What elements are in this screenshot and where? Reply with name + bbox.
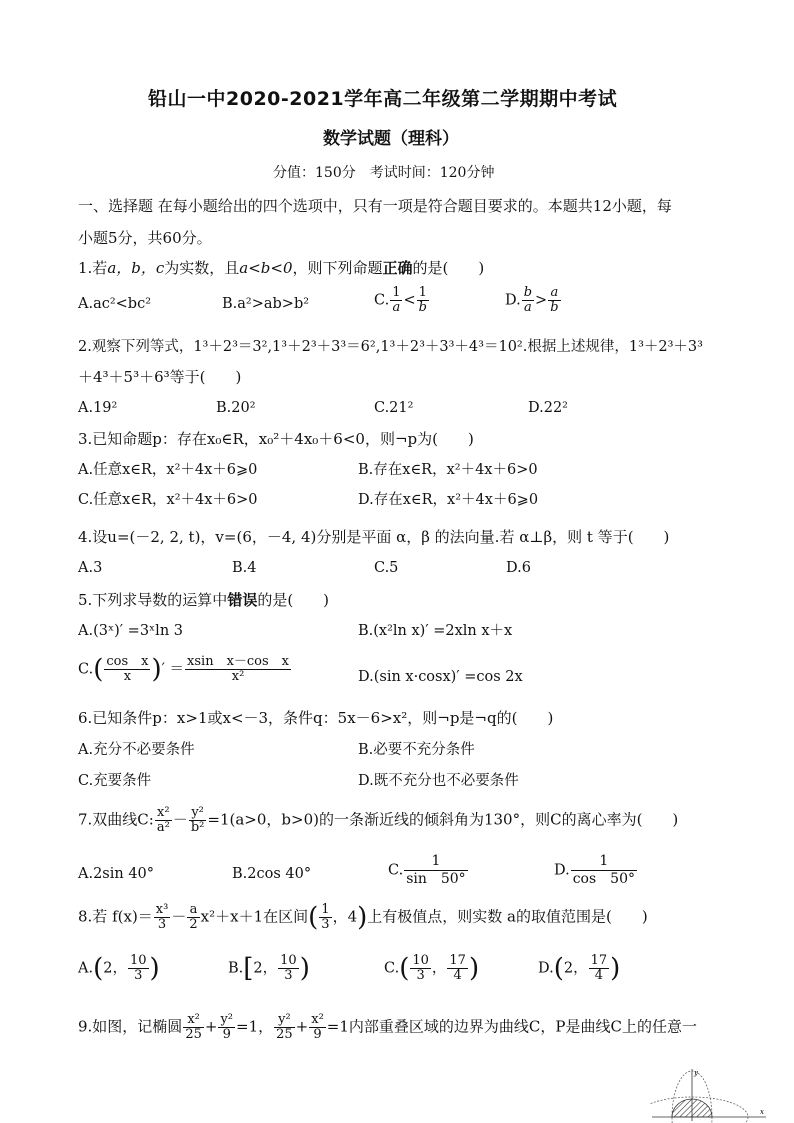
q1-c-d1: a — [392, 300, 401, 315]
q8-c-paren-l: ( — [399, 953, 410, 984]
q8-d-paren-l: ( — [553, 953, 564, 984]
q7-c-d: sin 50° — [406, 871, 466, 887]
q7-f1n: x² — [155, 806, 172, 821]
q1-stem — [78, 258, 484, 278]
q9-plus2: + — [295, 1017, 309, 1036]
q5-c-num: cos x — [106, 654, 149, 669]
q7-frac2 — [189, 806, 207, 835]
q1-d-frac2 — [548, 286, 560, 315]
q6-option-b: B.必要不充分条件 — [358, 742, 475, 758]
q8-f2d: 2 — [189, 917, 198, 932]
q8-c-sep: ， — [431, 960, 447, 977]
exam-title: 铅山一中2020-2021学年高二年级第二学期期中考试 — [148, 88, 618, 110]
q8-b-paren-r: ) — [299, 953, 310, 984]
q8-stem-c: ，4 — [332, 907, 358, 926]
q4-stem: 4.设u=(－2, 2, t)，v=(6，－4, 4)分别是平面 α，β 的法向量.若 α⊥β，则 t 等于( ) — [78, 528, 670, 546]
q9-plus1: + — [204, 1017, 218, 1036]
q1-option-a: A.ac²<bc² — [78, 296, 152, 312]
q7-option-a: A.2sin 40° — [78, 866, 155, 882]
q5-c-rnum: xsin x－cos x — [187, 654, 290, 669]
q5-stem-b: 的是( ) — [257, 591, 330, 609]
q4-option-a: A.3 — [78, 560, 103, 576]
q8-c-n1: 10 — [412, 953, 429, 968]
q5-option-a: A.(3ˣ)′ =3ˣln 3 — [78, 623, 183, 639]
q7-f2n: y² — [189, 806, 207, 821]
section-intro-line1: 一、选择题 在每小题给出的四个选项中，只有一项是符合题目要求的。本题共12小题，每 — [78, 197, 672, 215]
q6-option-d: D.既不充分也不必要条件 — [358, 773, 519, 789]
q5-c-den: x — [104, 669, 150, 684]
q4-option-c: C.5 — [374, 560, 399, 576]
q4-option-d: D.6 — [506, 560, 531, 576]
figure-x-label: x — [760, 1108, 764, 1116]
q5-c-frac2 — [185, 655, 291, 684]
q1-stem-b: 为实数，且 — [164, 259, 240, 277]
q9-f4n: x² — [311, 1012, 324, 1027]
q2-stem-line2: ＋4³＋5³＋6³等于( ) — [78, 368, 242, 386]
figure-y-label: y — [694, 1069, 698, 1077]
q9-f1d: 25 — [185, 1027, 202, 1042]
q8-a-n: 10 — [129, 953, 147, 968]
q1-c-frac1 — [390, 286, 402, 315]
q1-c-n2: 1 — [417, 286, 429, 301]
q5-c-frac1 — [104, 655, 150, 684]
q9-f4d: 9 — [313, 1027, 322, 1042]
exam-subtitle: 数学试题（理科） — [323, 129, 459, 149]
q9-f3n: y² — [274, 1013, 295, 1028]
q1-c-frac2 — [417, 286, 429, 315]
q8-stem-d: 上有极值点，则实数 a的取值范围是( ) — [367, 907, 648, 926]
q8-c-n2: 17 — [449, 953, 466, 968]
q1-d-d2: b — [550, 300, 559, 315]
q7-c-frac — [404, 853, 468, 888]
q8-b-label: B. — [228, 960, 244, 977]
q8-option-a — [78, 954, 160, 983]
q9-eq1: =1， — [236, 1017, 274, 1036]
q1-stem-bold: 正确 — [382, 259, 413, 277]
q9-f2d: 9 — [222, 1027, 231, 1042]
q8-f3d: 3 — [321, 917, 330, 932]
q1-option-c: C. $\frac{1}{a}$ < $\frac{1}{b}$ — [374, 285, 427, 315]
q9-figure — [650, 1067, 770, 1123]
q3-option-d: D.存在x∈R，x²＋4x＋6⩾0 — [358, 492, 539, 508]
q8-b-d: 3 — [284, 968, 293, 983]
q7-c-label: C. — [388, 862, 404, 879]
q7-f2d: b² — [190, 820, 205, 835]
q8-a-paren-r: ) — [149, 953, 160, 984]
q2-option-b: B.20² — [216, 400, 256, 416]
q2-stem-line1: 2.观察下列等式，1³＋2³＝3²,1³＋2³＋3³＝6²,1³＋2³＋3³＋4³＝10².根据上述规律，1³＋2³＋3³ — [78, 339, 703, 355]
q8-b-frac — [278, 954, 299, 983]
q1-option-b: B.a²>ab>b² — [222, 296, 310, 312]
q7-option-b: B.2cos 40° — [232, 866, 312, 882]
q8-paren-l: ( — [308, 902, 319, 933]
q8-c-d1: 3 — [416, 968, 425, 983]
q7-stem — [78, 806, 678, 835]
q7-stem-b: =1(a>0，b>0)的一条渐近线的倾斜角为130°，则C的离心率为( ) — [207, 810, 679, 829]
q7-d-n: 1 — [571, 853, 637, 871]
q6-stem: 6.已知条件p：x>1或x<－3，条件q：5x－6>x²，则¬p是¬q的( ) — [78, 709, 554, 727]
q8-frac3 — [319, 903, 331, 932]
q8-frac2 — [187, 903, 199, 932]
q9-frac4 — [309, 1013, 326, 1042]
q9-stem-a: 9.如图，记椭圆 — [78, 1017, 183, 1036]
q7-c-n: 1 — [404, 853, 468, 871]
q8-b-lo: 2， — [253, 960, 278, 977]
q8-f3n: 1 — [321, 902, 330, 917]
q8-mid1: － — [171, 907, 187, 926]
q8-d-frac — [589, 954, 610, 983]
q8-f1d: 3 — [157, 917, 167, 932]
q8-option-c — [384, 954, 479, 983]
q7-d-d: cos 50° — [572, 871, 635, 887]
q5-c-paren-l: ( — [93, 654, 104, 685]
q8-d-label: D. — [538, 960, 554, 977]
q8-c-frac1 — [410, 954, 431, 983]
q8-d-paren-r: ) — [610, 953, 621, 984]
q8-a-paren-l: ( — [93, 953, 104, 984]
q3-option-c: C.任意x∈R，x²＋4x＋6>0 — [78, 492, 258, 508]
q9-frac1 — [183, 1013, 204, 1042]
q1-option-d: D. $\frac{b}{a}$ > $\frac{a}{b}$ — [505, 285, 559, 315]
q8-a-frac — [128, 954, 149, 983]
q1-vars: a，b，c — [107, 259, 165, 277]
q2-option-a: A.19² — [78, 400, 118, 416]
q7-minus: － — [172, 810, 188, 829]
q8-option-b — [228, 954, 310, 983]
q7-d-frac — [571, 853, 637, 888]
q7-d-label: D. — [554, 862, 570, 879]
q4-option-b: B.4 — [232, 560, 257, 576]
q8-a-d: 3 — [134, 968, 143, 983]
figure-overlap-region — [672, 1099, 712, 1117]
q8-d-lo: 2， — [563, 960, 588, 977]
q3-stem: 3.已知命题p：存在x₀∈R，x₀²＋4x₀＋6<0，则¬p为( ) — [78, 430, 474, 448]
q8-c-frac2 — [447, 954, 468, 983]
q1-d-n2: a — [548, 286, 560, 301]
q8-a-label: A. — [78, 960, 94, 977]
q8-d-n: 17 — [590, 953, 608, 968]
q1-d-frac1 — [522, 286, 534, 315]
q1-d-n1: b — [523, 285, 533, 300]
q5-c-rden: x² — [231, 669, 245, 684]
q7-f1d: a² — [156, 820, 170, 835]
q1-d-d1: a — [524, 300, 532, 315]
q5-c-eq: ′ ＝ — [161, 661, 185, 678]
q5-stem — [78, 590, 329, 610]
q8-stem — [78, 903, 648, 932]
q8-a-lo: 2， — [103, 960, 127, 977]
q8-c-label: C. — [384, 960, 400, 977]
q8-option-d — [538, 954, 620, 983]
q8-b-bracket-l: [ — [243, 953, 254, 984]
q9-stem — [78, 1013, 697, 1042]
q8-stem-b: x²＋x＋1在区间 — [200, 907, 309, 926]
q1-option-c-label: C. — [374, 292, 390, 309]
q8-stem-a: 8.若 f(x)＝ — [78, 907, 153, 926]
q5-option-c-label: C. — [78, 661, 94, 678]
q6-option-c: C.充要条件 — [78, 773, 152, 789]
q9-f2n: y² — [220, 1012, 233, 1027]
q7-option-c — [388, 853, 469, 888]
q2-option-d: D.22² — [528, 400, 568, 416]
q5-option-b: B.(x²ln x)′ =2xln x＋x — [358, 623, 513, 639]
q1-option-d-label: D. — [505, 292, 521, 309]
q1-stem-d: 的是( ) — [412, 259, 485, 277]
q1-stem-c: ，则下列命题 — [292, 259, 383, 277]
q5-option-d: D.(sin x·cosx)′ =cos 2x — [358, 669, 523, 685]
q7-stem-a: 7.双曲线C: — [78, 810, 154, 829]
q1-cond: a<b<0 — [239, 259, 293, 277]
q9-f1n: x² — [183, 1013, 204, 1028]
q3-option-a: A.任意x∈R，x²＋4x＋6⩾0 — [78, 462, 258, 478]
q2-option-c: C.21² — [374, 400, 414, 416]
q8-c-d2: 4 — [453, 968, 462, 983]
q1-c-d2: b — [418, 300, 427, 315]
q9-f3d: 25 — [276, 1027, 293, 1042]
section-intro-line2: 小题5分，共60分。 — [78, 229, 212, 247]
q5-stem-a: 5.下列求导数的运算中 — [78, 591, 228, 609]
q5-option-c — [78, 655, 292, 684]
q9-stem-b: =1内部重叠区域的边界为曲线C，P是曲线C上的任意一 — [326, 1017, 697, 1036]
q1-c-n1: 1 — [392, 285, 401, 300]
q8-frac1 — [154, 903, 171, 932]
q7-frac1 — [155, 806, 172, 835]
q6-option-a: A.充分不必要条件 — [78, 742, 195, 758]
q8-f1n: x³ — [155, 902, 169, 917]
q7-option-d — [554, 853, 638, 888]
q9-frac3 — [274, 1013, 295, 1042]
q8-paren-r: ) — [357, 902, 368, 933]
exam-info: 分值：150分 考试时间：120分钟 — [273, 165, 495, 181]
q8-d-d: 4 — [594, 968, 604, 983]
q3-option-b: B.存在x∈R，x²＋4x＋6>0 — [358, 462, 538, 478]
q5-stem-bold: 错误 — [227, 591, 258, 609]
q9-frac2 — [218, 1013, 235, 1042]
q5-c-paren-r: ) — [151, 654, 162, 685]
q8-b-n: 10 — [280, 953, 297, 968]
q8-c-paren-r: ) — [468, 953, 480, 984]
q1-stem-a: 1.若 — [78, 259, 108, 277]
q8-f2n: a — [187, 903, 199, 918]
